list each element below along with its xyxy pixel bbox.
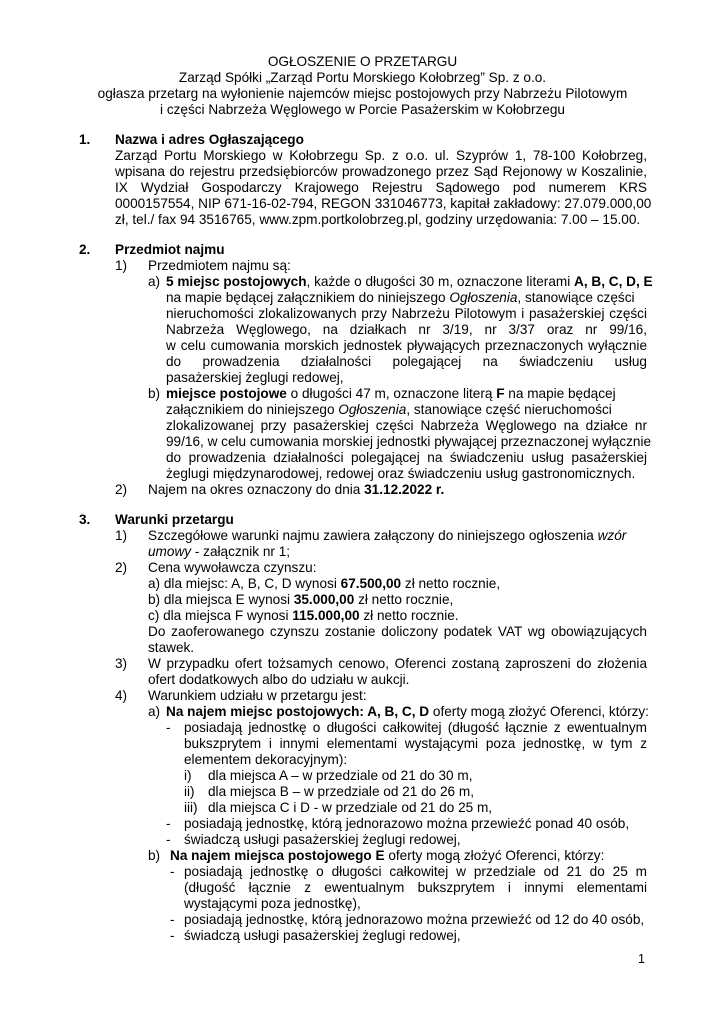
point-number: 1) bbox=[115, 528, 128, 543]
dash-bullet: - bbox=[166, 720, 171, 735]
paragraph-line: do prowadzenia działalności polegającej na świadczeniu usług bbox=[166, 354, 647, 369]
section-heading: Przedmiot najmu bbox=[115, 242, 225, 257]
announcement-subtitle: Zarząd Spółki „Zarząd Portu Morskiego Kołobrzeg” Sp. z o.o. bbox=[178, 70, 547, 85]
dash-bullet: - bbox=[170, 864, 175, 879]
paragraph-line: dla miejsca B – w przedziale od 21 do 26 m, bbox=[208, 784, 474, 799]
paragraph-line: posiadają jednostkę o długości całkowitej w przedziale od 21 do 25 m bbox=[184, 864, 647, 879]
section-heading: Nazwa i adres Ogłaszającego bbox=[115, 132, 304, 147]
paragraph-line: świadczą usługi pasażerskiej żeglugi redowej, bbox=[184, 832, 461, 847]
price-line-c: c) dla miejsca F wynosi 115.000,00 zł netto rocznie. bbox=[148, 608, 459, 623]
paragraph-line: posiadają jednostkę, którą jednorazowo można przewieźć od 12 do 40 osób, bbox=[184, 912, 645, 927]
point-text: Cena wywoławcza czynszu: bbox=[148, 560, 317, 575]
section-number: 1. bbox=[79, 132, 91, 147]
sub-point-label: b) bbox=[148, 386, 161, 401]
point-text: Przedmiotem najmu są: bbox=[148, 258, 291, 273]
sub-point-label: b) bbox=[148, 848, 161, 863]
paragraph-line: na mapie będącej załącznikiem do niniejszego Ogłoszenia, stanowiące części bbox=[166, 290, 635, 305]
paragraph-line: (długość łącznie z ewentualnym bukszprytem i innymi elementami bbox=[184, 880, 647, 895]
sub-point-label: a) bbox=[148, 274, 161, 289]
section-number: 2. bbox=[79, 242, 91, 257]
paragraph-line: umowy - załącznik nr 1; bbox=[148, 544, 291, 559]
dash-bullet: - bbox=[166, 832, 171, 847]
paragraph-line: żeglugi międzynarodowej, redowej oraz świadczeniu usług gastronomicznych. bbox=[166, 466, 636, 481]
paragraph-line: Do zaoferowanego czynszu zostanie doliczony podatek VAT wg obowiązujących bbox=[148, 624, 647, 639]
paragraph-line: IX Wydział Gospodarczy Krajowego Rejestru Sądowego pod numerem KRS bbox=[115, 180, 647, 195]
announcement-title: OGŁOSZENIE O PRZETARGU bbox=[267, 54, 458, 69]
announcement-subject-line1: ogłasza przetarg na wyłonienie najemców miejsc postojowych przy Nabrzeżu Pilotowym bbox=[97, 86, 628, 101]
point-text: Warunkiem udziału w przetargu jest: bbox=[148, 688, 367, 703]
dash-bullet: - bbox=[166, 816, 171, 831]
paragraph-line: dla miejsca A – w przedziale od 21 do 30 m, bbox=[208, 768, 473, 783]
paragraph-line: Szczegółowe warunki najmu zawiera załączony do niniejszego ogłoszenia wzór bbox=[148, 528, 627, 543]
paragraph-line: Nabrzeża Węglowego, na działkach nr 3/19, nr 3/37 oraz nr 99/16, bbox=[166, 322, 647, 337]
paragraph-line: posiadają jednostkę, którą jednorazowo można przewieźć ponad 40 osób, bbox=[184, 816, 630, 831]
sub-point-label: a) bbox=[148, 704, 161, 719]
paragraph-line: Na najem miejsc postojowych: A, B, C, D oferty mogą złożyć Oferenci, którzy: bbox=[166, 704, 649, 719]
paragraph-line: bukszprytem i innymi elementami wystającymi poza jednostkę, w tym z bbox=[184, 736, 647, 751]
price-line-a: a) dla miejsc: A, B, C, D wynosi 67.500,00 zł netto rocznie, bbox=[148, 576, 501, 591]
paragraph-line: nieruchomości zlokalizowanych przy Nabrzeżu Pilotowym i pasażerskiej części bbox=[166, 306, 647, 321]
paragraph-line: do prowadzenia działalności polegającej na świadczeniu usług pasażerskiej bbox=[166, 450, 647, 465]
paragraph-line: ofert dodatkowych albo do udziału w aukcji. bbox=[148, 672, 410, 687]
paragraph-line: w celu cumowania morskich jednostek pływających przeznaczonych wyłącznie bbox=[166, 338, 647, 353]
announcement-subject-line2: i części Nabrzeża Węglowego w Porcie Pasażerskim w Kołobrzegu bbox=[160, 102, 565, 117]
roman-label: i) bbox=[184, 768, 192, 783]
paragraph-line: elementem dekoracyjnym): bbox=[184, 752, 348, 767]
page-number: 1 bbox=[638, 952, 645, 966]
point-number: 2) bbox=[115, 560, 128, 575]
point-number: 3) bbox=[115, 656, 128, 671]
paragraph-line: 5 miejsc postojowych, każde o długości 30 m, oznaczone literami A, B, C, D, E bbox=[166, 274, 653, 289]
paragraph-line: Na najem miejsca postojowego E oferty mogą złożyć Oferenci, którzy: bbox=[170, 848, 605, 863]
paragraph-line: miejsce postojowe o długości 47 m, oznaczone literą F na mapie będącej bbox=[166, 386, 616, 401]
roman-label: ii) bbox=[184, 784, 195, 799]
paragraph-line: 99/16, w celu cumowania morskiej jednostki pływającej przeznaczonej wyłącznie bbox=[166, 434, 652, 449]
paragraph-line: wystającymi poza jednostkę), bbox=[184, 896, 361, 911]
paragraph-line: zł, tel./ fax 94 3516765, www.zpm.portkolobrzeg.pl, godziny urzędowania: 7.00 – 15.00. bbox=[115, 212, 641, 227]
roman-label: iii) bbox=[184, 800, 198, 815]
price-line-b: b) dla miejsca E wynosi 35.000,00 zł netto rocznie, bbox=[148, 592, 454, 607]
paragraph-line: zlokalizowanej przy pasażerskiej części Nabrzeża Węglowego na działce nr bbox=[166, 418, 647, 433]
paragraph-line: świadczą usługi pasażerskiej żeglugi redowej, bbox=[184, 928, 461, 943]
paragraph-line: Zarząd Portu Morskiego w Kołobrzegu Sp. z o.o. ul. Szyprów 1, 78-100 Kołobrzeg, bbox=[115, 148, 647, 163]
paragraph-line: załącznikiem do niniejszego Ogłoszenia, stanowiące część nieruchomości bbox=[166, 402, 612, 417]
point-number: 4) bbox=[115, 688, 128, 703]
paragraph-line: pasażerskiej żeglugi redowej, bbox=[166, 370, 344, 385]
paragraph-line: W przypadku ofert tożsamych cenowo, Oferenci zostaną zaproszeni do złożenia bbox=[148, 656, 647, 671]
dash-bullet: - bbox=[170, 928, 175, 943]
paragraph-line: 0000157554, NIP 671-16-02-794, REGON 331046773, kapitał zakładowy: 27.079.000,00 bbox=[115, 196, 652, 211]
section-heading: Warunki przetargu bbox=[115, 512, 234, 527]
paragraph-line: dla miejsca C i D - w przedziale od 21 do 25 m, bbox=[208, 800, 493, 815]
point-text: Najem na okres oznaczony do dnia 31.12.2022 r. bbox=[148, 482, 445, 497]
section-number: 3. bbox=[79, 512, 91, 527]
point-number: 2) bbox=[115, 482, 128, 497]
dash-bullet: - bbox=[170, 912, 175, 927]
paragraph-line: wpisana do rejestru przedsiębiorców prowadzonego przez Sąd Rejonowy w Koszalinie, bbox=[115, 164, 647, 179]
paragraph-line: posiadają jednostkę o długości całkowitej (długość łącznie z ewentualnym bbox=[184, 720, 647, 735]
point-number: 1) bbox=[115, 258, 128, 273]
paragraph-line: stawek. bbox=[148, 640, 195, 655]
